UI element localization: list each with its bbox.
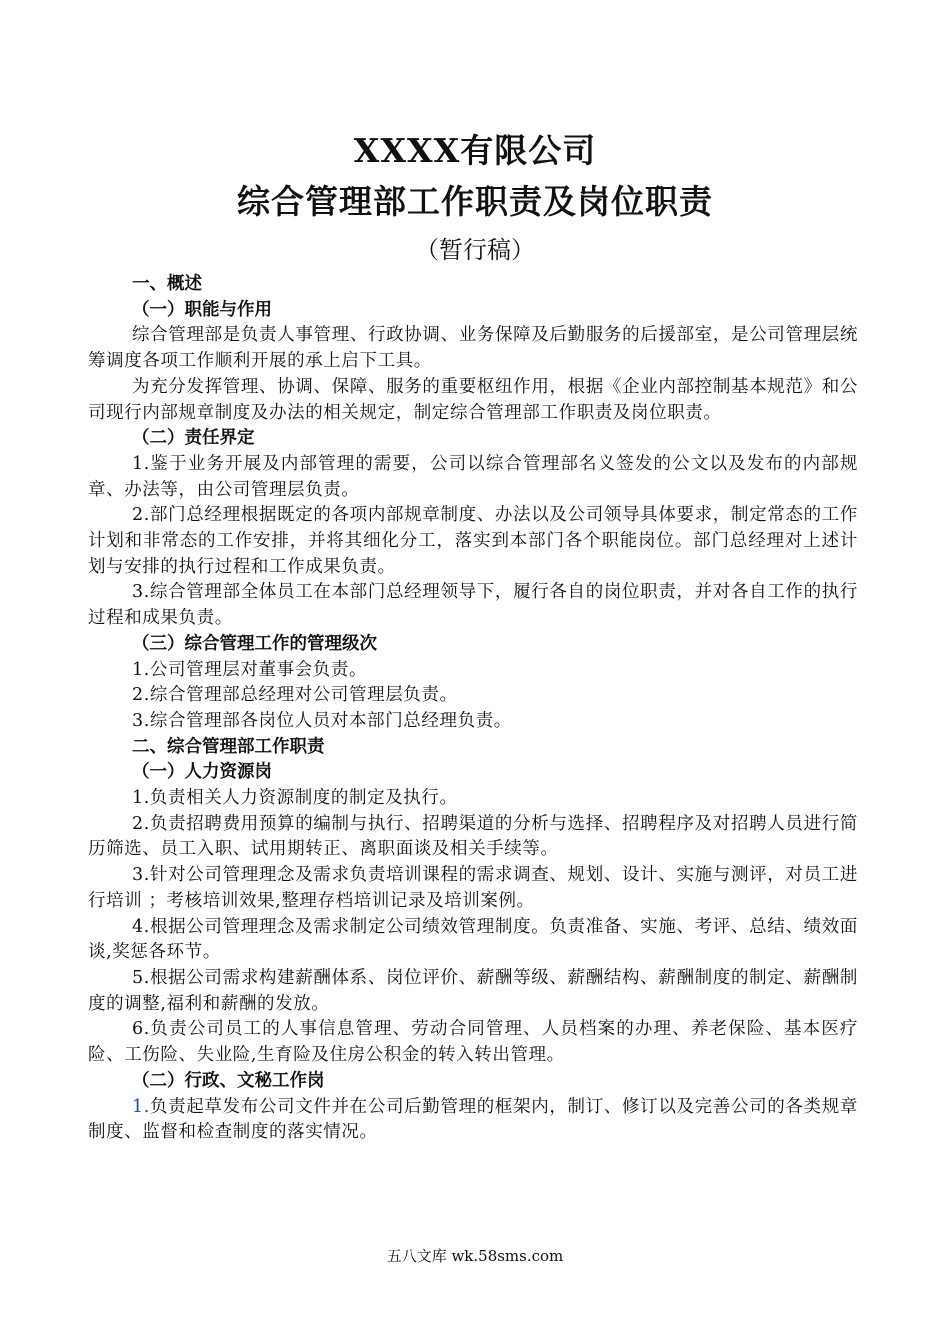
paragraph: 1.公司管理层对董事会负责。 [132,659,368,680]
paragraph: 1.负责相关人力资源制度的制定及执行。 [132,788,458,809]
paragraph-text: 负责起草发布公司文件并在公司后勤管理的框架内，制订、修订以及完善公司的各类规章制度、监督和检查制度的落实情况。 [88,1096,858,1143]
document-title: 综合管理部工作职责及岗位职责 [237,182,713,221]
paragraph: 为充分发挥管理、协调、保障、服务的重要枢纽作用，根据《企业内部控制基本规范》和公司现行内部规章制度及办法的相关规定，制定综合管理部工作职责及岗位职责。 [88,376,858,423]
document-subtitle: （暂行稿） [415,236,535,264]
paragraph [88,1095,858,1146]
paragraph: 1.鉴于业务开展及内部管理的需要，公司以综合管理部名义签发的公文以及发布的内部规章、办法等，由公司管理层负责。 [88,453,858,500]
subsection-heading-levels: （三）综合管理工作的管理级次 [132,633,377,654]
title-block [0,128,950,270]
paragraph: 6.负责公司员工的人事信息管理、劳动合同管理、人员档案的办理、养老保险、基本医疗险、工伤险、失业险,生育险及住房公积金的转入转出管理。 [88,1019,858,1066]
paragraph: 2.负责招聘费用预算的编制与执行、招聘渠道的分析与选择、招聘程序及对招聘人员进行简历筛选、员工入职、试用期转正、离职面谈及相关手续等。 [88,813,858,860]
section-heading-duties: 二、综合管理部工作职责 [132,736,325,757]
paragraph: 2.综合管理部总经理对公司管理层负责。 [132,685,458,706]
subsection-heading-functions: （一）职能与作用 [132,299,272,320]
paragraph: 2.部门总经理根据既定的各项内部规章制度、办法以及公司领导具体要求，制定常态的工作计划和非常态的工作安排，并将其细化分工，落实到本部门各个职能岗位。部门总经理对上述计划与安排的执行过程和工作成果负责。 [88,505,858,577]
document-body [88,272,858,1146]
paragraph: 综合管理部是负责人事管理、行政协调、业务保障及后勤服务的后援部室，是公司管理层统筹调度各项工作顺利开展的承上启下工具。 [88,325,858,372]
paragraph: 3.针对公司管理理念及需求负责培训课程的需求调查、规划、设计、实施与测评，对员工进行培训 ；考核培训效果,整理存档培训记录及培训案例。 [88,865,858,911]
paragraph: 3.综合管理部各岗位人员对本部门总经理负责。 [132,710,512,731]
list-number: 1. [132,1096,150,1117]
subsection-heading-admin: （二）行政、文秘工作岗 [132,1070,325,1091]
page-footer: 五八文库 wk.58sms.com [386,1247,564,1265]
section-heading-overview: 一、概述 [132,274,202,294]
subsection-heading-responsibility: （二）责任界定 [132,428,255,449]
subsection-heading-hr: （一）人力资源岗 [132,762,272,783]
paragraph: 3.综合管理部全体员工在本部门总经理领导下，履行各自的岗位职责，并对各自工作的执行过程和成果负责。 [88,582,858,629]
paragraph: 5.根据公司需求构建薪酬体系、岗位评价、薪酬等级、薪酬结构、薪酬制度的制定、薪酬制度的调整,福利和薪酬的发放。 [88,967,858,1014]
paragraph: 4.根据公司管理理念及需求制定公司绩效管理制度。负责准备、实施、考评、总结、绩效面谈,奖惩各环节。 [88,916,858,963]
company-title: XXXX有限公司 [353,131,597,170]
